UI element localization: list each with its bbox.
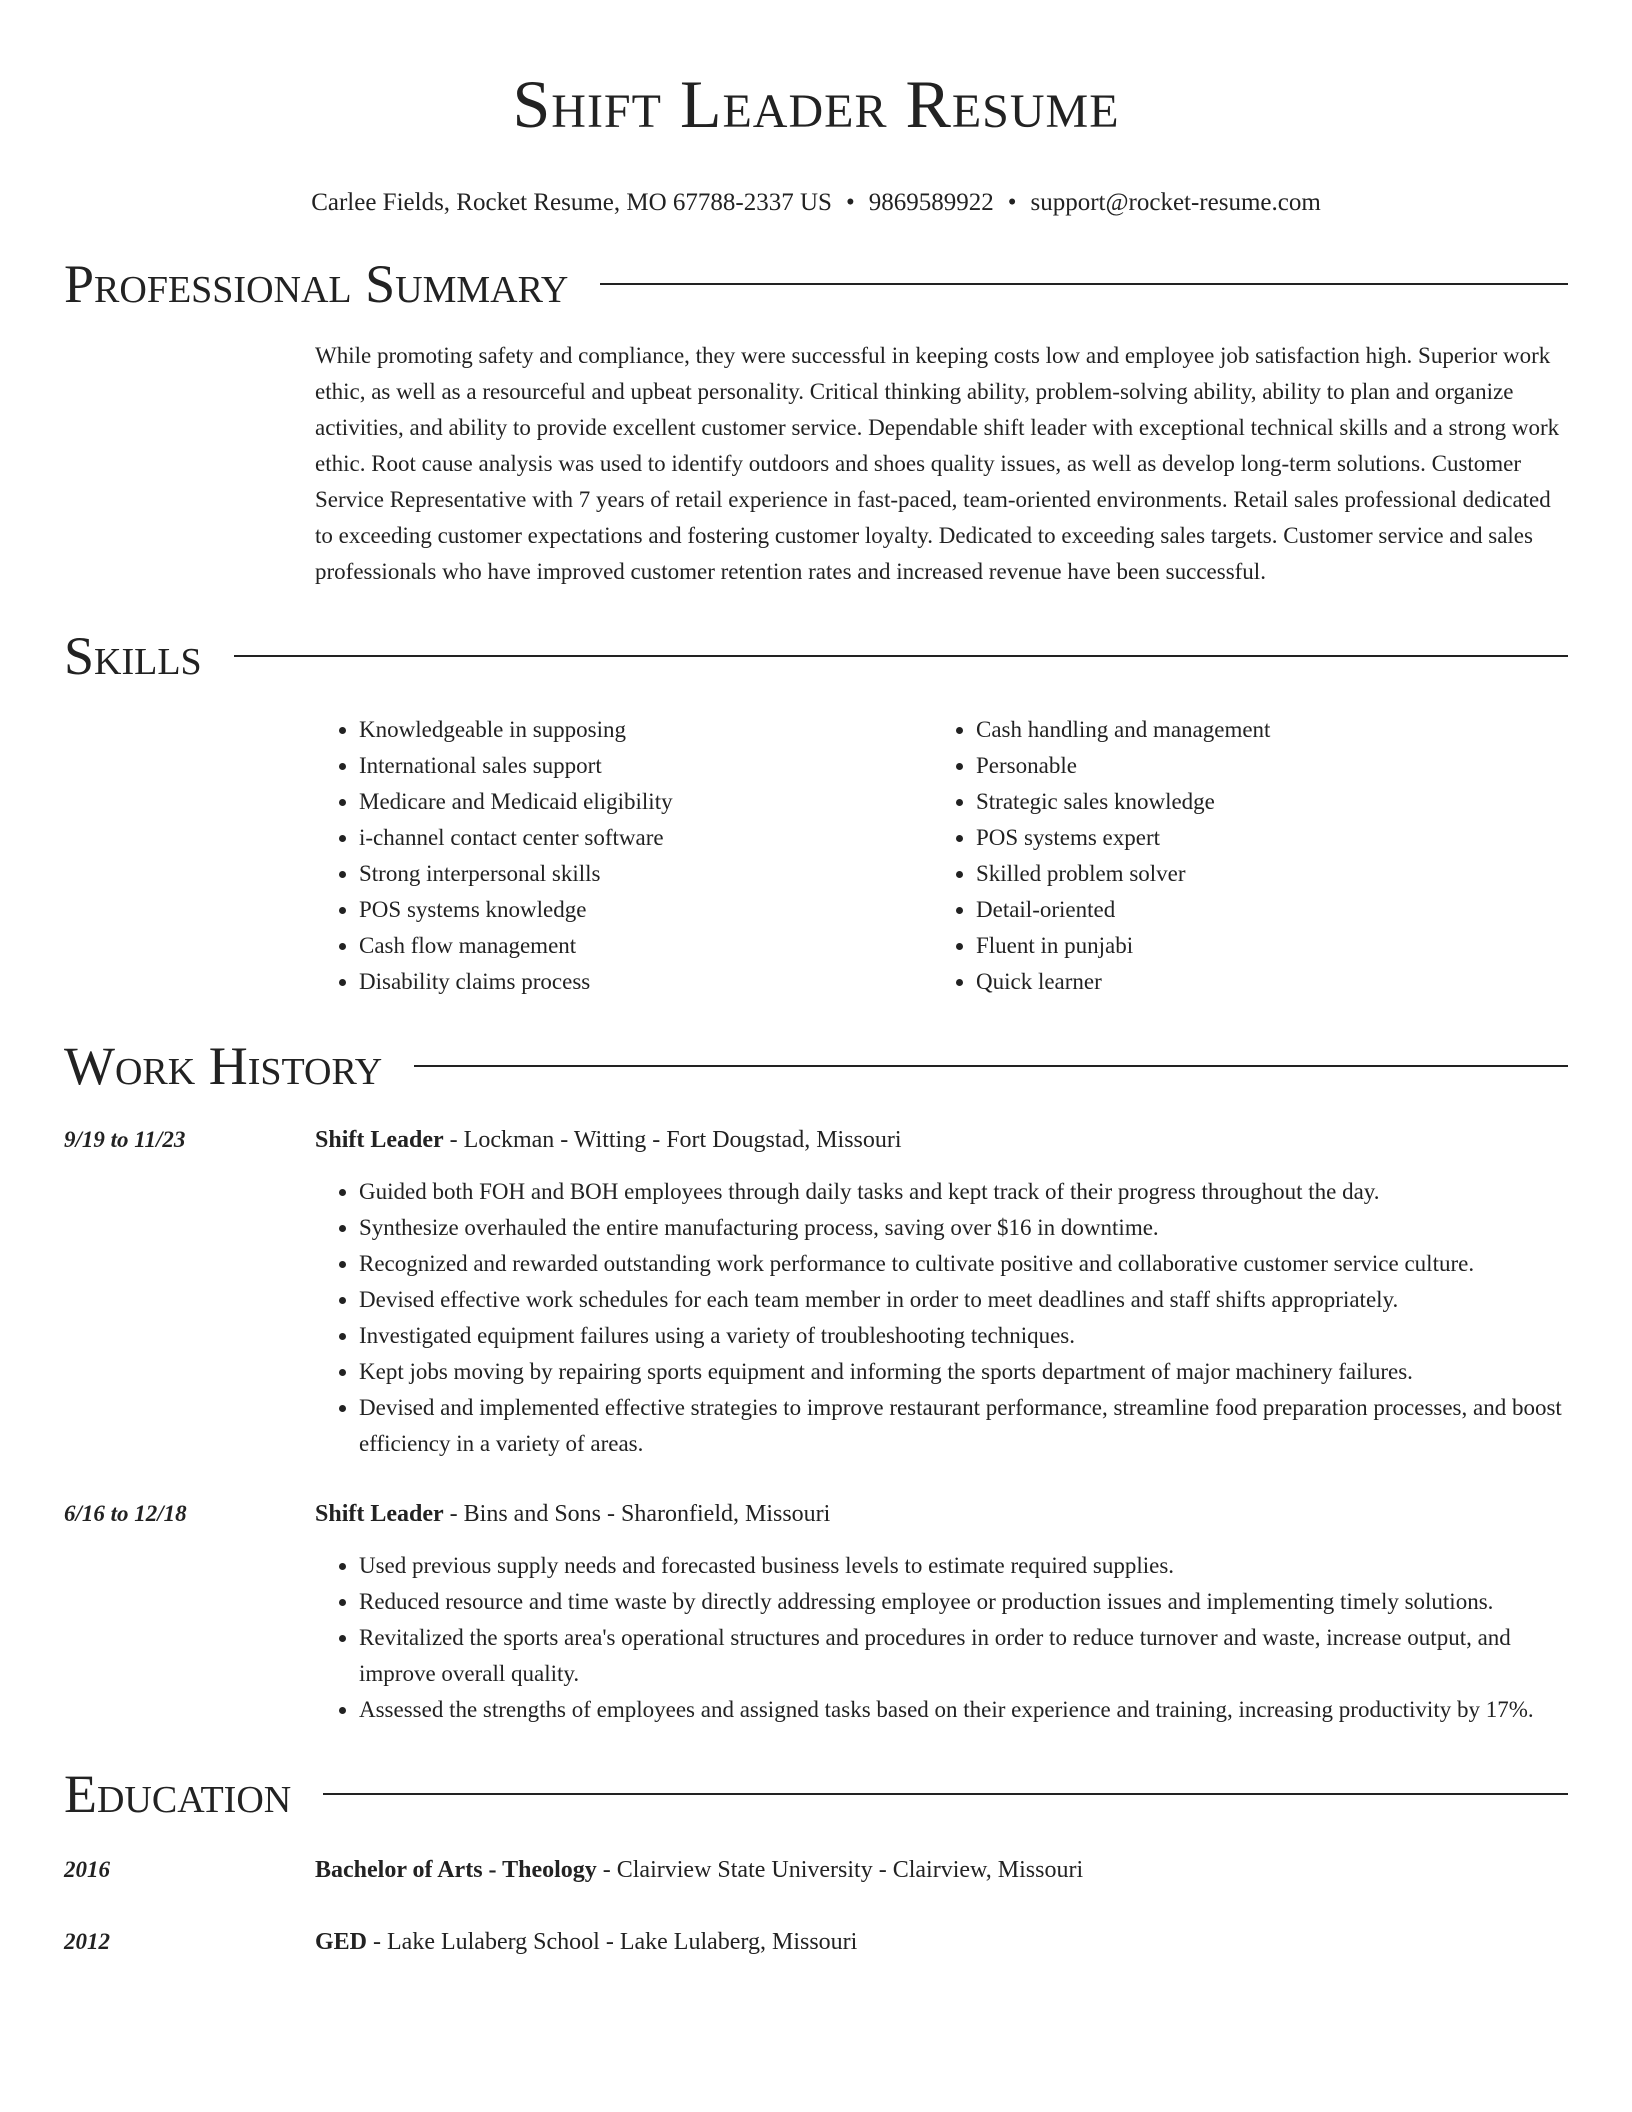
resume-title: Shift Leader Resume bbox=[512, 66, 1120, 142]
job-bullet: • Devised effective work schedules for each team member in order to meet deadlines and staff shifts appropriately. bbox=[359, 1282, 1568, 1318]
job-bullet: • Assessed the strengths of employees and assigned tasks based on their experience and training, increasing productivity by 17%. bbox=[359, 1692, 1568, 1728]
skills-column-right bbox=[932, 712, 1549, 1000]
skills-section-header bbox=[64, 626, 1568, 686]
section-divider bbox=[323, 1793, 1568, 1795]
job-bullets bbox=[315, 1548, 1568, 1728]
skill-item: • i-channel contact center software bbox=[359, 820, 932, 856]
education-degree: Bachelor of Arts - Theology bbox=[315, 1857, 597, 1883]
education-entry bbox=[64, 1852, 1568, 1888]
education-school: - Clairview State University - Clairview, Missouri bbox=[596, 1857, 1084, 1883]
education-entry bbox=[64, 1924, 1568, 1960]
job-bullet: • Used previous supply needs and forecasted business levels to estimate required supplies. bbox=[359, 1548, 1568, 1584]
skill-item: • Quick learner bbox=[976, 964, 1549, 1000]
education-degree: GED bbox=[315, 1929, 368, 1955]
skill-item: • Skilled problem solver bbox=[976, 856, 1549, 892]
skills-list bbox=[315, 712, 1568, 1000]
summary-text: While promoting safety and compliance, they were successful in keeping costs low and employee job satisfaction high. Superior work ethic, as well as a resourceful and upbeat personality. Critical thinking ability, problem-solving ability, ability to plan and organize activities, and ability to provide excellent customer service. Dependable shift leader with exceptional technical skills and a strong work ethic. Root cause analysis was used to identify outdoors and shoes quality issues, as well as develop long-term solutions. Customer Service Representative with 7 years of retail experience in fast-paced, team-oriented environments. Retail sales professional dedicated to exceeding customer expectations and fostering customer loyalty. Dedicated to exceeding sales targets. Customer service and sales professionals who have improved customer retention rates and increased revenue have been successful. bbox=[315, 343, 1560, 584]
skill-item: • Personable bbox=[976, 748, 1549, 784]
contact-line bbox=[64, 188, 1568, 218]
job-title: Shift Leader bbox=[315, 1501, 444, 1527]
job-bullet: • Synthesize overhauled the entire manufacturing process, saving over $16 in downtime. bbox=[359, 1210, 1568, 1246]
skill-item: • Strong interpersonal skills bbox=[359, 856, 932, 892]
education-date: 2016 bbox=[64, 1857, 110, 1882]
job-title: Shift Leader bbox=[315, 1127, 444, 1153]
work-heading: Work History bbox=[64, 1036, 383, 1096]
education-heading: Education bbox=[64, 1764, 292, 1824]
summary-section-header bbox=[64, 254, 1568, 314]
job-details bbox=[315, 1496, 1568, 1728]
job-details bbox=[315, 1122, 1568, 1462]
education-details bbox=[315, 1852, 1568, 1888]
section-divider bbox=[600, 283, 1568, 285]
skill-item: • International sales support bbox=[359, 748, 932, 784]
skill-item: • POS systems expert bbox=[976, 820, 1549, 856]
job-bullet: • Revitalized the sports area's operational structures and procedures in order to reduce turnover and waste, increase output, and improve overall quality. bbox=[359, 1620, 1568, 1692]
skills-heading: Skills bbox=[64, 626, 202, 686]
education-details bbox=[315, 1924, 1568, 1960]
job-date: 6/16 to 12/18 bbox=[64, 1501, 187, 1526]
job-entry bbox=[64, 1496, 1568, 1728]
summary-heading: Professional Summary bbox=[64, 254, 569, 314]
contact-separator: • bbox=[845, 189, 855, 216]
education-school: - Lake Lulaberg School - Lake Lulaberg, Missouri bbox=[367, 1929, 858, 1955]
education-section-header bbox=[64, 1764, 1568, 1824]
job-employer: - Bins and Sons - Sharonfield, Missouri bbox=[443, 1501, 831, 1527]
section-divider bbox=[414, 1065, 1568, 1067]
skill-item: • Disability claims process bbox=[359, 964, 932, 1000]
job-bullets bbox=[315, 1174, 1568, 1462]
contact-phone: 9869589922 bbox=[868, 189, 994, 216]
job-bullet: • Devised and implemented effective strategies to improve restaurant performance, streamline food preparation processes, and boost efficiency in a variety of areas. bbox=[359, 1390, 1568, 1462]
job-title-line bbox=[315, 1496, 1568, 1532]
contact-email[interactable]: support@rocket-resume.com bbox=[1030, 189, 1321, 216]
job-bullet: • Guided both FOH and BOH employees through daily tasks and kept track of their progress throughout the day. bbox=[359, 1174, 1568, 1210]
skill-item: • Cash handling and management bbox=[976, 712, 1549, 748]
work-section-header bbox=[64, 1036, 1568, 1096]
job-bullet: • Reduced resource and time waste by directly addressing employee or production issues and implementing timely solutions. bbox=[359, 1584, 1568, 1620]
section-divider bbox=[234, 655, 1568, 657]
skills-column-left bbox=[315, 712, 932, 1000]
job-title-line bbox=[315, 1122, 1568, 1158]
job-employer: - Lockman - Witting - Fort Dougstad, Missouri bbox=[443, 1127, 902, 1153]
contact-separator: • bbox=[1007, 189, 1017, 216]
skill-item: • Detail-oriented bbox=[976, 892, 1549, 928]
skill-item: • Knowledgeable in supposing bbox=[359, 712, 932, 748]
job-bullet: • Recognized and rewarded outstanding work performance to cultivate positive and collaborative customer service culture. bbox=[359, 1246, 1568, 1282]
job-bullet: • Kept jobs moving by repairing sports equipment and informing the sports department of major machinery failures. bbox=[359, 1354, 1568, 1390]
skill-item: • Strategic sales knowledge bbox=[976, 784, 1549, 820]
skill-item: • Cash flow management bbox=[359, 928, 932, 964]
skill-item: • Medicare and Medicaid eligibility bbox=[359, 784, 932, 820]
job-entry bbox=[64, 1122, 1568, 1462]
skill-item: • Fluent in punjabi bbox=[976, 928, 1549, 964]
job-date: 9/19 to 11/23 bbox=[64, 1127, 186, 1152]
education-date: 2012 bbox=[64, 1929, 110, 1954]
contact-address: Carlee Fields, Rocket Resume, MO 67788-2337 US bbox=[311, 189, 832, 216]
skill-item: • POS systems knowledge bbox=[359, 892, 932, 928]
job-bullet: • Investigated equipment failures using a variety of troubleshooting techniques. bbox=[359, 1318, 1568, 1354]
